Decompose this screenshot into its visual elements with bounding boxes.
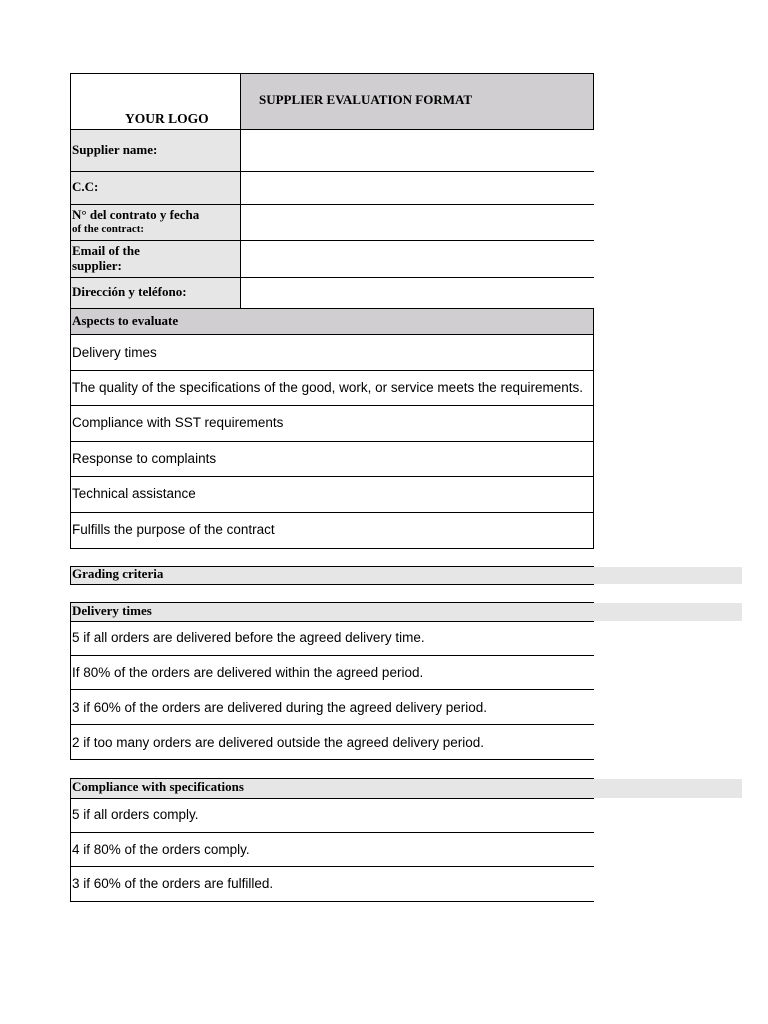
criteria-item: If 80% of the orders are delivered within the agreed period. <box>72 665 424 680</box>
supplier-name-field[interactable] <box>242 131 592 170</box>
criteria-item: 3 if 60% of the orders are delivered during the agreed delivery period. <box>72 700 487 715</box>
cc-label: C.C: <box>72 179 99 194</box>
form-title: SUPPLIER EVALUATION FORMAT <box>259 92 473 107</box>
table-border <box>70 832 594 833</box>
table-border <box>593 308 594 549</box>
table-border <box>70 724 594 725</box>
table-border <box>70 602 71 760</box>
criteria-item: 5 if all orders comply. <box>72 807 199 822</box>
table-border <box>70 334 594 335</box>
table-border <box>70 548 594 549</box>
contract-field[interactable] <box>242 206 592 239</box>
table-border <box>593 73 594 130</box>
address-field[interactable] <box>242 279 592 307</box>
table-border <box>70 73 71 549</box>
email-label-line2: supplier: <box>72 258 122 273</box>
contract-label-line2: of the contract: <box>72 223 145 235</box>
criteria-item: 5 if all orders are delivered before the agreed delivery time. <box>72 630 425 645</box>
table-border <box>70 584 594 585</box>
table-border <box>70 405 594 406</box>
table-border <box>70 476 594 477</box>
table-border <box>70 512 594 513</box>
email-field[interactable] <box>242 242 592 276</box>
table-border <box>240 73 241 309</box>
criteria-item: 2 if too many orders are delivered outside the agreed delivery period. <box>72 735 484 750</box>
table-border <box>70 129 594 130</box>
table-border <box>70 171 594 172</box>
table-border <box>70 866 594 867</box>
table-border <box>70 566 71 585</box>
table-border <box>70 759 594 760</box>
aspects-heading: Aspects to evaluate <box>72 313 179 328</box>
aspect-item: Technical assistance <box>72 486 196 501</box>
table-border <box>70 655 594 656</box>
compliance-heading: Compliance with specifications <box>72 779 244 794</box>
cc-field[interactable] <box>242 173 592 203</box>
table-border <box>70 689 594 690</box>
table-border <box>70 204 594 205</box>
table-border <box>70 73 594 74</box>
delivery-heading-band <box>71 603 742 621</box>
table-border <box>70 308 594 309</box>
address-label: Dirección y teléfono: <box>72 284 187 299</box>
criteria-item: 3 if 60% of the orders are fulfilled. <box>72 876 274 891</box>
contract-label: N° del contrato y fecha <box>72 207 200 222</box>
table-border <box>70 370 594 371</box>
aspect-item: Response to complaints <box>72 451 217 466</box>
table-border <box>70 441 594 442</box>
aspect-item: The quality of the specifications of the good, work, or service meets the requirements. <box>72 380 584 395</box>
table-border <box>70 798 594 799</box>
supplier-name-label: Supplier name: <box>72 142 158 157</box>
grading-heading-band <box>71 567 742 584</box>
email-label: Email of the <box>72 243 140 258</box>
aspect-item: Fulfills the purpose of the contract <box>72 522 275 537</box>
aspect-item: Delivery times <box>72 345 157 360</box>
table-border <box>70 901 594 902</box>
delivery-heading: Delivery times <box>72 603 152 618</box>
table-border <box>70 277 594 278</box>
table-border <box>70 778 71 902</box>
aspect-item: Compliance with SST requirements <box>72 415 284 430</box>
criteria-item: 4 if 80% of the orders comply. <box>72 842 250 857</box>
table-border <box>70 240 594 241</box>
logo-placeholder: YOUR LOGO <box>125 111 209 126</box>
table-border <box>70 621 594 622</box>
grading-heading: Grading criteria <box>72 566 164 581</box>
